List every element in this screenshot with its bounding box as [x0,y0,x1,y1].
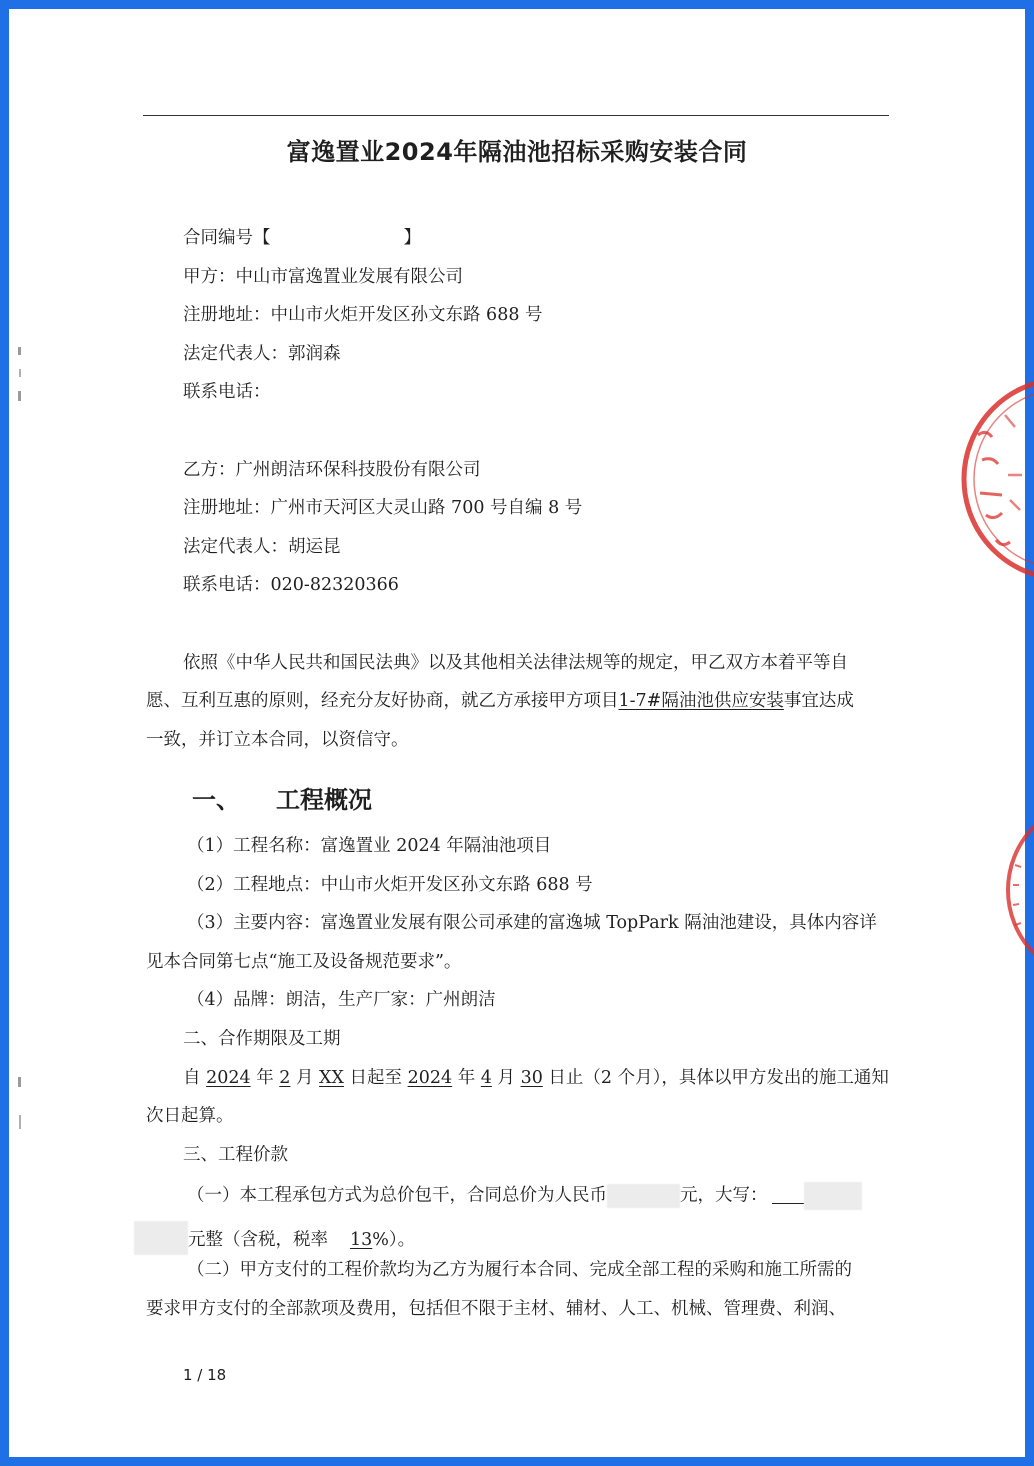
redacted-amount-words [804,1182,862,1210]
clause-text: 元整（含税，税率 [188,1230,328,1250]
section-3-clause-2-line-1: （二）甲方支付的工程价款均为乙方为履行本合同、完成全部工程的采购和施工所需的 [187,1260,852,1280]
term-text: 日止（2 个月），具体以甲方发出的施工通知 [542,1068,889,1088]
term-text: 日起至 [343,1068,408,1088]
term-text: 月 [290,1068,320,1088]
section-3-heading: 三、工程价款 [183,1145,288,1165]
end-year: 2024 [407,1068,453,1088]
party-b-name: 乙方：广州朗洁环保科技股份有限公司 [183,460,481,480]
preamble-line-3: 一致，并订立本合同，以资信守。 [146,730,409,750]
start-day: XX [319,1068,344,1088]
document-title: 富逸置业2024年隔油池招标采购安装合同 [286,138,748,166]
company-seal-partial [960,375,1030,585]
term-text: 月 [491,1068,521,1088]
section-1-item-2: （2）工程地点：中山市火炬开发区孙文东路 688 号 [187,875,593,895]
section-3-clause-2-line-2: 要求甲方支付的全部款项及费用，包括但不限于主材、辅材、人工、机械、管理费、利润、 [146,1299,846,1319]
term-text: 年 [250,1068,280,1088]
party-a-address: 注册地址：中山市火炬开发区孙文东路 688 号 [183,305,543,325]
party-a-name: 甲方：中山市富逸置业发展有限公司 [183,267,463,287]
binding-marks-top [14,345,26,405]
section-1-heading [192,780,372,815]
section-1-title: 工程概况 [276,786,372,814]
section-1-number: 一、 [192,786,240,814]
section-2-line-2: 次日起算。 [146,1106,234,1126]
clause-text: 元，大写： [680,1185,768,1206]
contract-number-close: 】 [403,228,421,248]
clause-text: （一）本工程承包方式为总价包干，合同总价为人民币 [187,1185,607,1206]
project-scope-underlined: 1-7#隔油池供应安装 [618,691,784,711]
party-a-representative: 法定代表人：郭润森 [183,344,341,364]
page-number: 1 / 18 [183,1366,227,1384]
party-b-representative: 法定代表人：胡运昆 [183,537,341,557]
preamble-line-2 [146,690,854,712]
party-b-phone: 联系电话：020-82320366 [183,575,399,595]
clause-text: %）。 [372,1230,416,1250]
section-3-clause-1-line-1 [187,1182,862,1210]
tax-rate-value: 13 [350,1230,373,1250]
preamble-text: 愿、互利互惠的原则，经充分友好协商，就乙方承接甲方项目 [146,691,619,711]
section-2-line-1 [183,1067,889,1089]
end-month: 4 [480,1068,492,1088]
seal-edge-partial [1003,825,1031,955]
header-rule [143,115,889,116]
preamble-line-1: 依照《中华人民共和国民法典》以及其他相关法律法规等的规定，甲乙双方本着平等自 [183,653,848,673]
redacted-amount [607,1184,680,1208]
binding-marks-bottom [14,1075,26,1135]
section-1-item-3-line-1: （3）主要内容：富逸置业发展有限公司承建的富逸城 TopPark 隔油池建设，具体内容详 [187,913,877,933]
section-1-item-1: （1）工程名称：富逸置业 2024 年隔油池项目 [187,836,552,856]
start-month: 2 [279,1068,291,1088]
party-b-address: 注册地址：广州市天河区大灵山路 700 号自编 8 号 [183,498,583,518]
preamble-text-end: 事宜达成 [783,691,854,711]
start-year: 2024 [206,1068,251,1088]
section-3-clause-1-line-2 [134,1221,415,1255]
redacted-amount-words-cont [134,1221,188,1255]
contract-number-label: 合同编号【 [183,228,271,248]
party-a-phone: 联系电话： [183,382,271,402]
term-text: 年 [452,1068,481,1088]
term-text: 自 [183,1068,207,1088]
contract-number-line [183,227,421,249]
section-1-item-3-line-2: 见本合同第七点“施工及设备规范要求”。 [146,952,462,972]
end-day: 30 [520,1068,543,1088]
section-1-item-4: （4）品牌：朗洁，生产厂家：广州朗洁 [187,990,496,1010]
section-2-heading: 二、合作期限及工期 [183,1029,341,1049]
amount-words-blank [772,1185,804,1204]
